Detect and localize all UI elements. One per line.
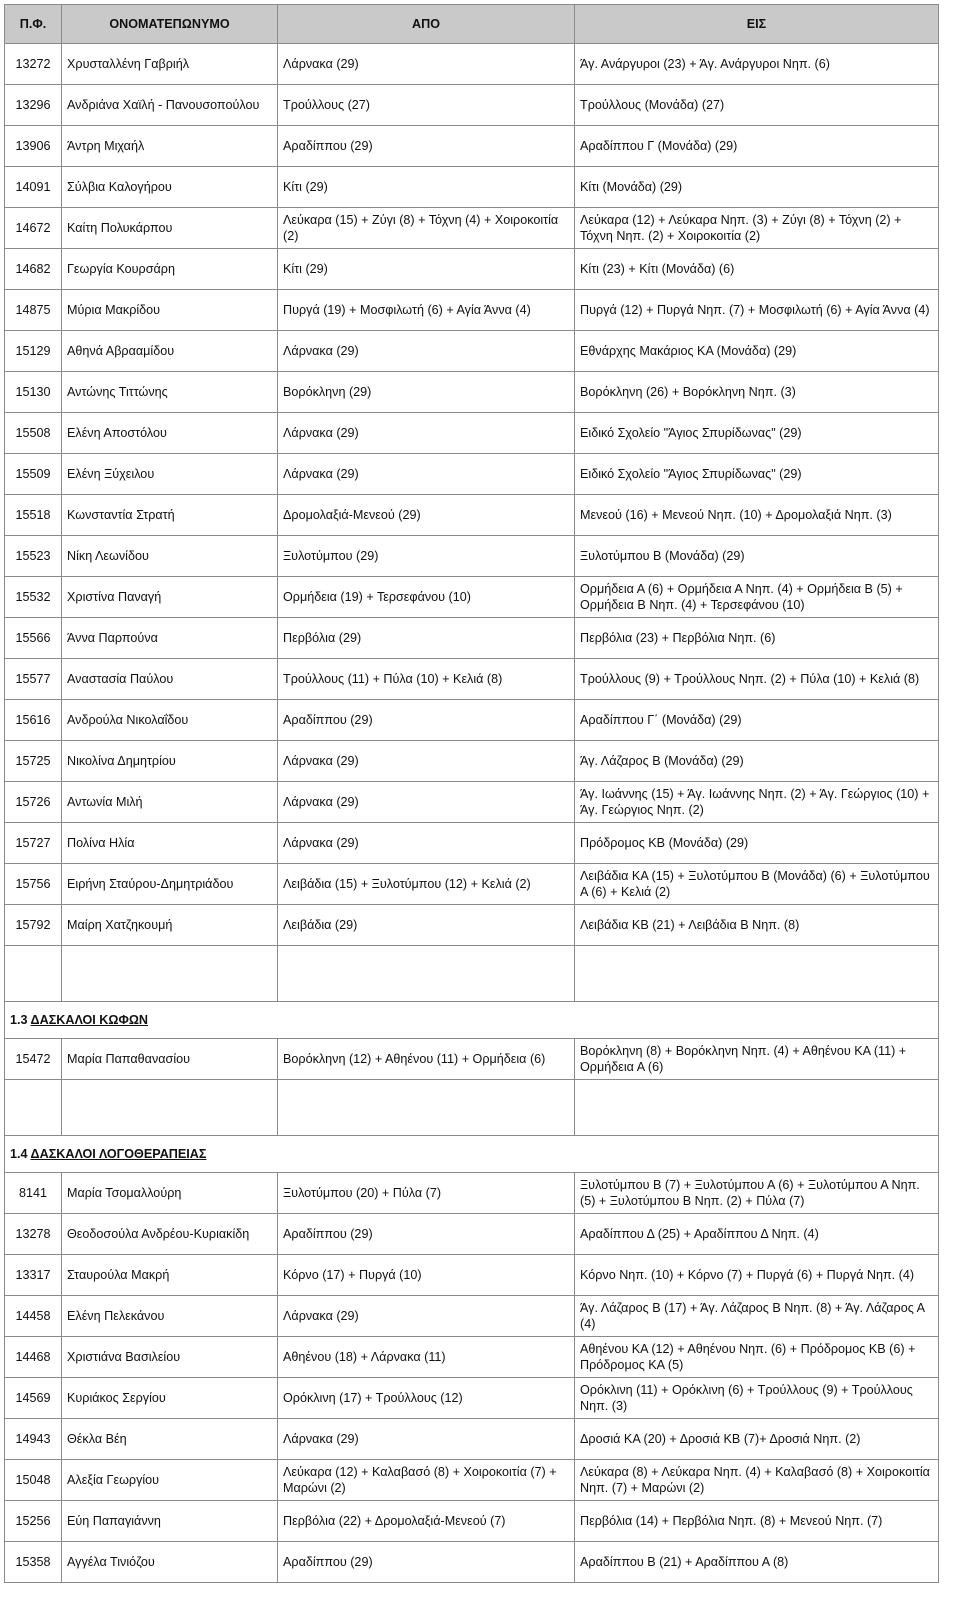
from-cell: Αθηένου (18) + Λάρνακα (11) [278, 1337, 575, 1378]
id-cell: 14458 [5, 1296, 62, 1337]
id-cell: 15726 [5, 782, 62, 823]
to-cell: Τρούλλους (9) + Τρούλλους Νηπ. (2) + Πύλα (10) + Κελιά (8) [575, 659, 939, 700]
id-cell: 14091 [5, 167, 62, 208]
from-cell: Λάρνακα (29) [278, 413, 575, 454]
from-cell: Ξυλοτύμπου (20) + Πύλα (7) [278, 1173, 575, 1214]
name-cell: Ειρήνη Σταύρου-Δημητριάδου [62, 864, 278, 905]
table-row [5, 905, 939, 946]
section-heading-row [5, 1136, 939, 1173]
table-row [5, 331, 939, 372]
to-cell: Ειδικό Σχολείο "Άγιος Σπυρίδωνας" (29) [575, 413, 939, 454]
to-cell: Ξυλοτύμπου Β (7) + Ξυλοτύμπου Α (6) + Ξυλοτύμπου Α Νηπ. (5) + Ξυλοτύμπου Β Νηπ. (2) + Πύλα (7) [575, 1173, 939, 1214]
to-cell: Τρούλλους (Μονάδα) (27) [575, 85, 939, 126]
to-cell: Ορμήδεια Α (6) + Ορμήδεια Α Νηπ. (4) + Ορμήδεια Β (5) + Ορμήδεια Β Νηπ. (4) + Τερσεφάνου (10) [575, 577, 939, 618]
to-cell: Βορόκληνη (8) + Βορόκληνη Νηπ. (4) + Αθηένου ΚΑ (11) + Ορμήδεια Α (6) [575, 1039, 939, 1080]
to-cell: Ειδικό Σχολείο "Άγιος Σπυρίδωνας" (29) [575, 454, 939, 495]
name-cell: Χριστιάνα Βασιλείου [62, 1337, 278, 1378]
to-cell: Κίτι (Μονάδα) (29) [575, 167, 939, 208]
table-row [5, 249, 939, 290]
transfers-table [4, 4, 939, 1583]
name-cell: Αθηνά Αβρααμίδου [62, 331, 278, 372]
table-row [5, 823, 939, 864]
id-cell: 13296 [5, 85, 62, 126]
empty-cell [5, 946, 62, 1002]
to-cell: Βορόκληνη (26) + Βορόκληνη Νηπ. (3) [575, 372, 939, 413]
id-cell: 15472 [5, 1039, 62, 1080]
section-heading-row [5, 1002, 939, 1039]
from-cell: Βορόκληνη (12) + Αθηένου (11) + Ορμήδεια (6) [278, 1039, 575, 1080]
empty-cell [575, 1080, 939, 1136]
to-cell: Άγ. Λάζαρος Β (17) + Άγ. Λάζαρος Β Νηπ. (8) + Άγ. Λάζαρος Α (4) [575, 1296, 939, 1337]
from-cell: Περβόλια (22) + Δρομολαξιά-Μενεού (7) [278, 1501, 575, 1542]
name-cell: Γεωργία Κουρσάρη [62, 249, 278, 290]
from-cell: Τρούλλους (11) + Πύλα (10) + Κελιά (8) [278, 659, 575, 700]
id-cell: 15727 [5, 823, 62, 864]
table-row [5, 290, 939, 331]
id-cell: 15130 [5, 372, 62, 413]
empty-cell [62, 1080, 278, 1136]
from-cell: Αραδίππου (29) [278, 1542, 575, 1583]
from-cell: Λειβάδια (29) [278, 905, 575, 946]
header-to: ΕΙΣ [575, 5, 939, 44]
section-heading [5, 1136, 939, 1173]
table-row [5, 618, 939, 659]
id-cell: 13278 [5, 1214, 62, 1255]
from-cell: Κίτι (29) [278, 249, 575, 290]
from-cell: Λάρνακα (29) [278, 1419, 575, 1460]
name-cell: Μαίρη Χατζηκουμή [62, 905, 278, 946]
spacer-row [5, 1080, 939, 1136]
id-cell: 15532 [5, 577, 62, 618]
to-cell: Περβόλια (23) + Περβόλια Νηπ. (6) [575, 618, 939, 659]
id-cell: 15523 [5, 536, 62, 577]
table-row [5, 1419, 939, 1460]
to-cell: Λεύκαρα (12) + Λεύκαρα Νηπ. (3) + Ζύγι (8) + Τόχνη (2) + Τόχνη Νηπ. (2) + Χοιροκοιτία (2) [575, 208, 939, 249]
from-cell: Αραδίππου (29) [278, 700, 575, 741]
name-cell: Χρυσταλλένη Γαβριήλ [62, 44, 278, 85]
to-cell: Δροσιά ΚΑ (20) + Δροσιά ΚΒ (7)+ Δροσιά Νηπ. (2) [575, 1419, 939, 1460]
from-cell: Βορόκληνη (29) [278, 372, 575, 413]
table-row [5, 495, 939, 536]
name-cell: Κυριάκος Σεργίου [62, 1378, 278, 1419]
from-cell: Αραδίππου (29) [278, 126, 575, 167]
name-cell: Κωνσταντία Στρατή [62, 495, 278, 536]
to-cell: Αραδίππου Β (21) + Αραδίππου Α (8) [575, 1542, 939, 1583]
to-cell: Άγ. Λάζαρος Β (Μονάδα) (29) [575, 741, 939, 782]
to-cell: Αραδίππου Γ (Μονάδα) (29) [575, 126, 939, 167]
name-cell: Σύλβια Καλογήρου [62, 167, 278, 208]
table-row [5, 413, 939, 454]
table-row [5, 1501, 939, 1542]
document-page [4, 4, 939, 1583]
name-cell: Ανδρούλα Νικολαΐδου [62, 700, 278, 741]
table-row [5, 1337, 939, 1378]
table-row [5, 659, 939, 700]
table-row [5, 167, 939, 208]
to-cell: Μενεού (16) + Μενεού Νηπ. (10) + Δρομολαξιά Νηπ. (3) [575, 495, 939, 536]
table-row [5, 782, 939, 823]
to-cell: Ορόκλινη (11) + Ορόκλινη (6) + Τρούλλους (9) + Τρούλλους Νηπ. (3) [575, 1378, 939, 1419]
from-cell: Πυργά (19) + Μοσφιλωτή (6) + Αγία Άννα (4) [278, 290, 575, 331]
from-cell: Ορμήδεια (19) + Τερσεφάνου (10) [278, 577, 575, 618]
name-cell: Αγγέλα Τινιόζου [62, 1542, 278, 1583]
empty-cell [62, 946, 278, 1002]
to-cell: Άγ. Ανάργυροι (23) + Άγ. Ανάργυροι Νηπ. (6) [575, 44, 939, 85]
section-number: 1.3 [10, 1013, 31, 1027]
from-cell: Λεύκαρα (12) + Καλαβασό (8) + Χοιροκοιτία (7) + Μαρώνι (2) [278, 1460, 575, 1501]
table-row [5, 372, 939, 413]
from-cell: Λάρνακα (29) [278, 454, 575, 495]
name-cell: Χριστίνα Παναγή [62, 577, 278, 618]
name-cell: Εύη Παπαγιάννη [62, 1501, 278, 1542]
header-id: Π.Φ. [5, 5, 62, 44]
name-cell: Μαρία Παπαθανασίου [62, 1039, 278, 1080]
name-cell: Πολίνα Ηλία [62, 823, 278, 864]
table-row [5, 700, 939, 741]
to-cell: Πυργά (12) + Πυργά Νηπ. (7) + Μοσφιλωτή (6) + Αγία Άννα (4) [575, 290, 939, 331]
name-cell: Άντρη Μιχαήλ [62, 126, 278, 167]
table-row [5, 1173, 939, 1214]
name-cell: Μύρια Μακρίδου [62, 290, 278, 331]
section-title: ΔΑΣΚΑΛΟΙ ΛΟΓΟΘΕΡΑΠΕΙΑΣ [30, 1147, 207, 1161]
id-cell: 15256 [5, 1501, 62, 1542]
from-cell: Λειβάδια (15) + Ξυλοτύμπου (12) + Κελιά (2) [278, 864, 575, 905]
table-row [5, 864, 939, 905]
id-cell: 15756 [5, 864, 62, 905]
table-header-row [5, 5, 939, 44]
to-cell: Αραδίππου Δ (25) + Αραδίππου Δ Νηπ. (4) [575, 1214, 939, 1255]
name-cell: Μαρία Τσομαλλούρη [62, 1173, 278, 1214]
table-row [5, 1255, 939, 1296]
name-cell: Σταυρούλα Μακρή [62, 1255, 278, 1296]
id-cell: 15518 [5, 495, 62, 536]
table-row [5, 44, 939, 85]
table-row [5, 1460, 939, 1501]
name-cell: Αλεξία Γεωργίου [62, 1460, 278, 1501]
table-row [5, 85, 939, 126]
id-cell: 15566 [5, 618, 62, 659]
to-cell: Εθνάρχης Μακάριος ΚΑ (Μονάδα) (29) [575, 331, 939, 372]
id-cell: 14875 [5, 290, 62, 331]
empty-cell [278, 946, 575, 1002]
id-cell: 13317 [5, 1255, 62, 1296]
from-cell: Λεύκαρα (15) + Ζύγι (8) + Τόχνη (4) + Χοιροκοιτία (2) [278, 208, 575, 249]
name-cell: Ελένη Ξύχειλου [62, 454, 278, 495]
id-cell: 13906 [5, 126, 62, 167]
table-row [5, 126, 939, 167]
header-name: ΟΝΟΜΑΤΕΠΩΝΥΜΟ [62, 5, 278, 44]
empty-cell [575, 946, 939, 1002]
name-cell: Άννα Παρπούνα [62, 618, 278, 659]
id-cell: 15725 [5, 741, 62, 782]
table-row [5, 454, 939, 495]
name-cell: Ελένη Αποστόλου [62, 413, 278, 454]
from-cell: Δρομολαξιά-Μενεού (29) [278, 495, 575, 536]
to-cell: Άγ. Ιωάννης (15) + Άγ. Ιωάννης Νηπ. (2) + Άγ. Γεώργιος (10) + Άγ. Γεώργιος Νηπ. (2) [575, 782, 939, 823]
to-cell: Κίτι (23) + Κίτι (Μονάδα) (6) [575, 249, 939, 290]
to-cell: Πρόδρομος ΚΒ (Μονάδα) (29) [575, 823, 939, 864]
to-cell: Αραδίππου Γ΄ (Μονάδα) (29) [575, 700, 939, 741]
table-row [5, 1296, 939, 1337]
empty-cell [278, 1080, 575, 1136]
id-cell: 14672 [5, 208, 62, 249]
id-cell: 15616 [5, 700, 62, 741]
id-cell: 15358 [5, 1542, 62, 1583]
from-cell: Αραδίππου (29) [278, 1214, 575, 1255]
name-cell: Θέκλα Βέη [62, 1419, 278, 1460]
section-heading [5, 1002, 939, 1039]
id-cell: 13272 [5, 44, 62, 85]
id-cell: 15792 [5, 905, 62, 946]
id-cell: 14943 [5, 1419, 62, 1460]
table-row [5, 577, 939, 618]
to-cell: Κόρνο Νηπ. (10) + Κόρνο (7) + Πυργά (6) + Πυργά Νηπ. (4) [575, 1255, 939, 1296]
name-cell: Αντωνία Μιλή [62, 782, 278, 823]
from-cell: Λάρνακα (29) [278, 331, 575, 372]
empty-cell [5, 1080, 62, 1136]
table-row [5, 1214, 939, 1255]
table-row [5, 741, 939, 782]
section-title: ΔΑΣΚΑΛΟΙ ΚΩΦΩΝ [30, 1013, 149, 1027]
id-cell: 8141 [5, 1173, 62, 1214]
to-cell: Λειβάδια ΚΒ (21) + Λειβάδια Β Νηπ. (8) [575, 905, 939, 946]
name-cell: Ανδριάνα Χαϊλή - Πανουσοπούλου [62, 85, 278, 126]
name-cell: Θεοδοσούλα Ανδρέου-Κυριακίδη [62, 1214, 278, 1255]
from-cell: Ορόκλινη (17) + Τρούλλους (12) [278, 1378, 575, 1419]
from-cell: Περβόλια (29) [278, 618, 575, 659]
id-cell: 15577 [5, 659, 62, 700]
id-cell: 15508 [5, 413, 62, 454]
from-cell: Κίτι (29) [278, 167, 575, 208]
from-cell: Λάρνακα (29) [278, 782, 575, 823]
id-cell: 14682 [5, 249, 62, 290]
from-cell: Λάρνακα (29) [278, 44, 575, 85]
table-row [5, 1378, 939, 1419]
from-cell: Λάρνακα (29) [278, 1296, 575, 1337]
name-cell: Αντώνης Τιττώνης [62, 372, 278, 413]
name-cell: Αναστασία Παύλου [62, 659, 278, 700]
section-number: 1.4 [10, 1147, 31, 1161]
id-cell: 14468 [5, 1337, 62, 1378]
header-from: ΑΠΟ [278, 5, 575, 44]
name-cell: Καίτη Πολυκάρπου [62, 208, 278, 249]
from-cell: Τρούλλους (27) [278, 85, 575, 126]
name-cell: Ελένη Πελεκάνου [62, 1296, 278, 1337]
id-cell: 14569 [5, 1378, 62, 1419]
to-cell: Λεύκαρα (8) + Λεύκαρα Νηπ. (4) + Καλαβασό (8) + Χοιροκοιτία Νηπ. (7) + Μαρώνι (2) [575, 1460, 939, 1501]
table-row [5, 208, 939, 249]
table-row [5, 1039, 939, 1080]
to-cell: Ξυλοτύμπου Β (Μονάδα) (29) [575, 536, 939, 577]
spacer-row [5, 946, 939, 1002]
from-cell: Κόρνο (17) + Πυργά (10) [278, 1255, 575, 1296]
name-cell: Νικολίνα Δημητρίου [62, 741, 278, 782]
from-cell: Λάρνακα (29) [278, 823, 575, 864]
to-cell: Περβόλια (14) + Περβόλια Νηπ. (8) + Μενεού Νηπ. (7) [575, 1501, 939, 1542]
table-row [5, 1542, 939, 1583]
to-cell: Λειβάδια ΚΑ (15) + Ξυλοτύμπου Β (Μονάδα) (6) + Ξυλοτύμπου Α (6) + Κελιά (2) [575, 864, 939, 905]
id-cell: 15048 [5, 1460, 62, 1501]
name-cell: Νίκη Λεωνίδου [62, 536, 278, 577]
id-cell: 15509 [5, 454, 62, 495]
from-cell: Ξυλοτύμπου (29) [278, 536, 575, 577]
from-cell: Λάρνακα (29) [278, 741, 575, 782]
id-cell: 15129 [5, 331, 62, 372]
table-row [5, 536, 939, 577]
to-cell: Αθηένου ΚΑ (12) + Αθηένου Νηπ. (6) + Πρόδρομος ΚΒ (6) + Πρόδρομος ΚΑ (5) [575, 1337, 939, 1378]
